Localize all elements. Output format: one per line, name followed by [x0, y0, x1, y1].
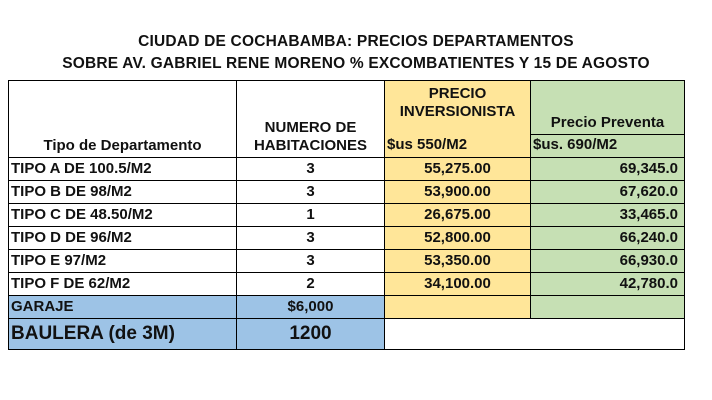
header-rooms-line2: HABITACIONES: [253, 137, 368, 154]
row-presale-price: 67,620.0: [531, 181, 685, 204]
table-header-row: [9, 81, 685, 158]
row-investor-price: 52,800.00: [385, 227, 531, 250]
header-type: Tipo de Departamento: [9, 81, 237, 158]
row-presale-price: 42,780.0: [531, 273, 685, 296]
row-type: TIPO A DE 100.5/M2: [9, 158, 237, 181]
row-rooms: 3: [237, 250, 385, 273]
page-title: CIUDAD DE COCHABAMBA: PRECIOS DEPARTAMENTOS: [138, 33, 574, 50]
row-presale-price: 33,465.0: [531, 204, 685, 227]
row-presale-price: 66,930.0: [531, 250, 685, 273]
storage-row: [9, 319, 685, 350]
row-rooms: 3: [237, 158, 385, 181]
row-type: TIPO D DE 96/M2: [9, 227, 237, 250]
header-presale-label: Precio Preventa: [550, 114, 665, 131]
garage-row: [9, 296, 685, 319]
table-row: [9, 250, 685, 273]
row-type: TIPO F DE 62/M2: [9, 273, 237, 296]
row-investor-price: 26,675.00: [385, 204, 531, 227]
header-investor-rate: $us 550/M2: [387, 136, 468, 153]
header-investor-line1: PRECIO: [428, 85, 487, 102]
table-body: [9, 158, 685, 296]
table-row: [9, 227, 685, 250]
price-table: [8, 80, 685, 350]
header-presale: [531, 81, 685, 158]
storage-empty: [385, 319, 685, 350]
table-row: [9, 273, 685, 296]
row-rooms: 2: [237, 273, 385, 296]
table-row: [9, 181, 685, 204]
row-investor-price: 53,350.00: [385, 250, 531, 273]
row-type: TIPO C DE 48.50/M2: [9, 204, 237, 227]
storage-label: BAULERA (de 3M): [9, 319, 237, 350]
garage-label: GARAJE: [9, 296, 237, 319]
garage-price: $6,000: [237, 296, 385, 319]
row-type: TIPO E 97/M2: [9, 250, 237, 273]
row-type: TIPO B DE 98/M2: [9, 181, 237, 204]
row-investor-price: 34,100.00: [385, 273, 531, 296]
row-presale-price: 66,240.0: [531, 227, 685, 250]
table-row: [9, 158, 685, 181]
table-row: [9, 204, 685, 227]
page-subtitle: SOBRE AV. GABRIEL RENE MORENO % EXCOMBATIENTES Y 15 DE AGOSTO: [62, 55, 650, 72]
header-investor-line2: INVERSIONISTA: [399, 103, 516, 120]
header-rooms-line1: NUMERO DE: [264, 119, 357, 136]
row-rooms: 3: [237, 181, 385, 204]
header-rooms: [237, 81, 385, 158]
row-investor-price: 55,275.00: [385, 158, 531, 181]
row-presale-price: 69,345.0: [531, 158, 685, 181]
row-rooms: 1: [237, 204, 385, 227]
storage-price: 1200: [237, 319, 385, 350]
garage-presale-empty: [531, 296, 685, 319]
row-rooms: 3: [237, 227, 385, 250]
row-investor-price: 53,900.00: [385, 181, 531, 204]
header-presale-rate: $us. 690/M2: [531, 134, 684, 155]
header-investor: [385, 81, 531, 158]
garage-investor-empty: [385, 296, 531, 319]
